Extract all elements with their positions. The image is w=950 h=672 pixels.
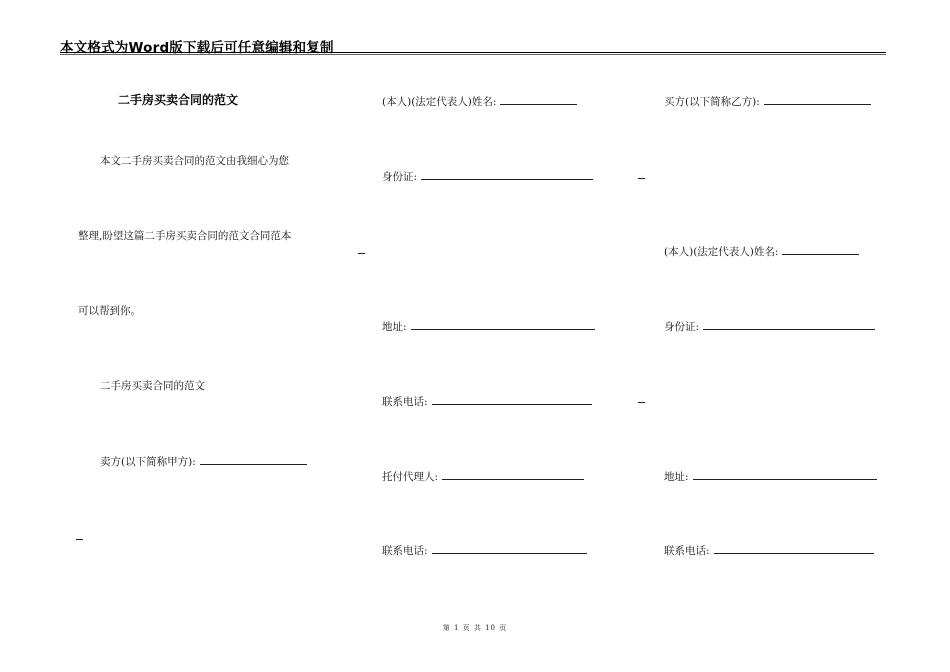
seller-field <box>100 455 307 468</box>
representative-label-2: (本人)(法定代表人)姓名: <box>664 246 779 258</box>
phone-field-2 <box>382 544 587 557</box>
address-field-1 <box>382 320 595 333</box>
agent-blank-line <box>442 470 584 480</box>
blank-dash <box>358 253 365 254</box>
phone-blank-line-1 <box>432 395 592 405</box>
id-label-2: 身份证: <box>664 321 700 333</box>
buyer-field <box>664 95 871 108</box>
representative-label-1: (本人)(法定代表人)姓名: <box>382 96 497 108</box>
address-blank-line-2 <box>693 470 877 480</box>
document-header-title: 本文格式为Word版下载后可任意编辑和复制 <box>60 40 334 56</box>
id-label-1: 身份证: <box>382 171 418 183</box>
phone-label-3: 联系电话: <box>664 545 710 557</box>
page-number-footer: 第 1 页 共 10 页 <box>442 624 508 632</box>
representative-field-1 <box>382 95 577 108</box>
seller-blank-line <box>200 455 307 465</box>
phone-blank-line-3 <box>714 544 874 554</box>
seller-label: 卖方(以下简称甲方): <box>100 456 196 468</box>
blank-dash <box>638 402 645 403</box>
representative-blank-line-2 <box>782 245 859 255</box>
document-title: 二手房买卖合同的范文 <box>118 93 239 107</box>
address-label-2: 地址: <box>664 471 689 483</box>
address-label-1: 地址: <box>382 321 407 333</box>
header-rule <box>60 52 886 53</box>
section-heading: 二手房买卖合同的范文 <box>100 380 205 392</box>
id-blank-line-2 <box>703 320 875 330</box>
phone-label-2: 联系电话: <box>382 545 428 557</box>
phone-field-3 <box>664 544 874 557</box>
buyer-label: 买方(以下简称乙方): <box>664 96 760 108</box>
agent-label: 托付代理人: <box>382 471 439 483</box>
representative-field-2 <box>664 245 859 258</box>
buyer-blank-line <box>764 95 871 105</box>
agent-field <box>382 470 584 483</box>
representative-blank-line-1 <box>500 95 577 105</box>
phone-label-1: 联系电话: <box>382 396 428 408</box>
intro-line-2: 整理,盼望这篇二手房买卖合同的范文合同范本 <box>78 230 292 242</box>
header-rule-secondary <box>60 54 886 55</box>
address-blank-line-1 <box>411 320 595 330</box>
phone-field-1 <box>382 395 592 408</box>
phone-blank-line-2 <box>432 544 587 554</box>
blank-dash <box>76 539 83 540</box>
blank-dash <box>638 178 645 179</box>
address-field-2 <box>664 470 877 483</box>
id-blank-line-1 <box>421 170 593 180</box>
id-field-1 <box>382 170 593 183</box>
id-field-2 <box>664 320 875 333</box>
intro-line-1: 本文二手房买卖合同的范文由我细心为您 <box>100 155 289 167</box>
intro-line-3: 可以帮到你。 <box>78 305 141 317</box>
